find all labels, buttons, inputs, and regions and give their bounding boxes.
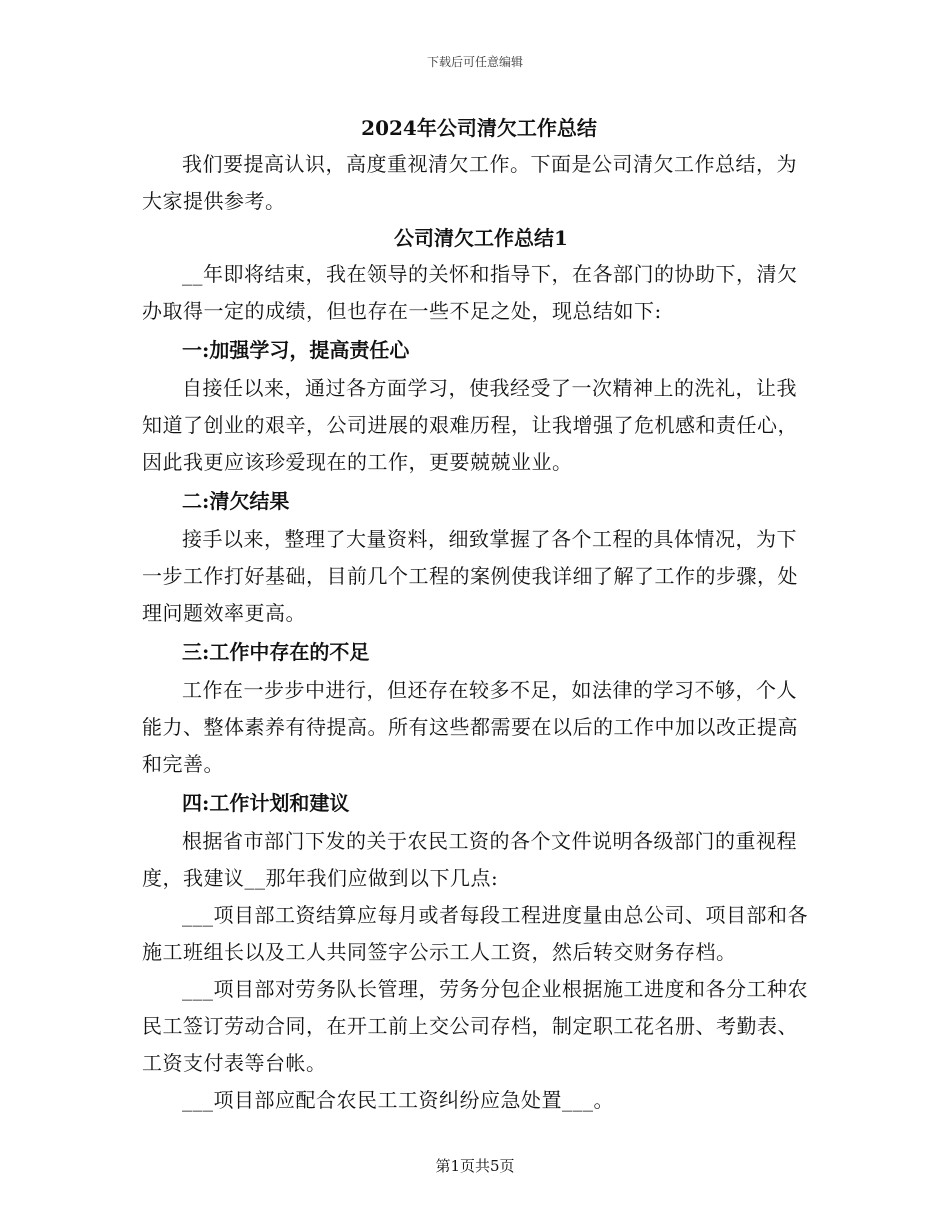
heading-2: 二:清欠结果 [182,489,290,513]
opening-paragraph: __年即将结束，我在领导的关怀和指导下，在各部门的协助下，清欠办取得一定的成绩，但也存在一些不足之处，现总结如下: [142,262,798,323]
paragraph-1: 自接任以来，通过各方面学习，使我经受了一次精神上的洗礼，让我知道了创业的艰辛，公司进展的艰难历程，让我增强了危机感和责任心，因此我更应该珍爱现在的工作，更要兢兢业业。 [142,376,798,474]
paragraph-5: ___项目部工资结算应每月或者每段工程进度量由总公司、项目部和各施工班组长以及工人共同签字公示工人工资，然后转交财务存档。 [142,903,808,964]
paragraph-7: ___项目部应配合农民工工资纠纷应急处置___。 [182,1088,614,1112]
section-title: 公司清欠工作总结1 [394,226,568,250]
page-footer: 第1页共5页 [435,1157,515,1175]
paragraph-4: 根据省市部门下发的关于农民工资的各个文件说明各级部门的重视程度，我建议__那年我们应做到以下几点: [142,829,797,890]
heading-3: 三:工作中存在的不足 [182,640,370,664]
paragraph-3: 工作在一步步中进行，但还存在较多不足，如法律的学习不够，个人能力、整体素养有待提高。所有这些都需要在以后的工作中加以改正提高和完善。 [142,678,798,776]
heading-1: 一:加强学习，提高责任心 [182,338,410,362]
heading-4: 四:工作计划和建议 [182,791,350,815]
intro-paragraph: 我们要提高认识，高度重视清欠工作。下面是公司清欠工作总结，为大家提供参考。 [142,152,797,213]
document-title: 2024年公司清欠工作总结 [361,116,597,140]
paragraph-6: ___项目部对劳务队长管理，劳务分包企业根据施工进度和各分工种农民工签订劳动合同，在开工前上交公司存档，制定职工花名册、考勤表、工资支付表等台帐。 [142,977,808,1075]
header-note: 下载后可任意编辑 [426,55,523,69]
document-body [142,110,808,1119]
paragraph-2: 接手以来，整理了大量资料，细致掌握了各个工程的具体情况，为下一步工作打好基础，目前几个工程的案例使我详细了解了工作的步骤，处理问题效率更高。 [142,527,798,625]
